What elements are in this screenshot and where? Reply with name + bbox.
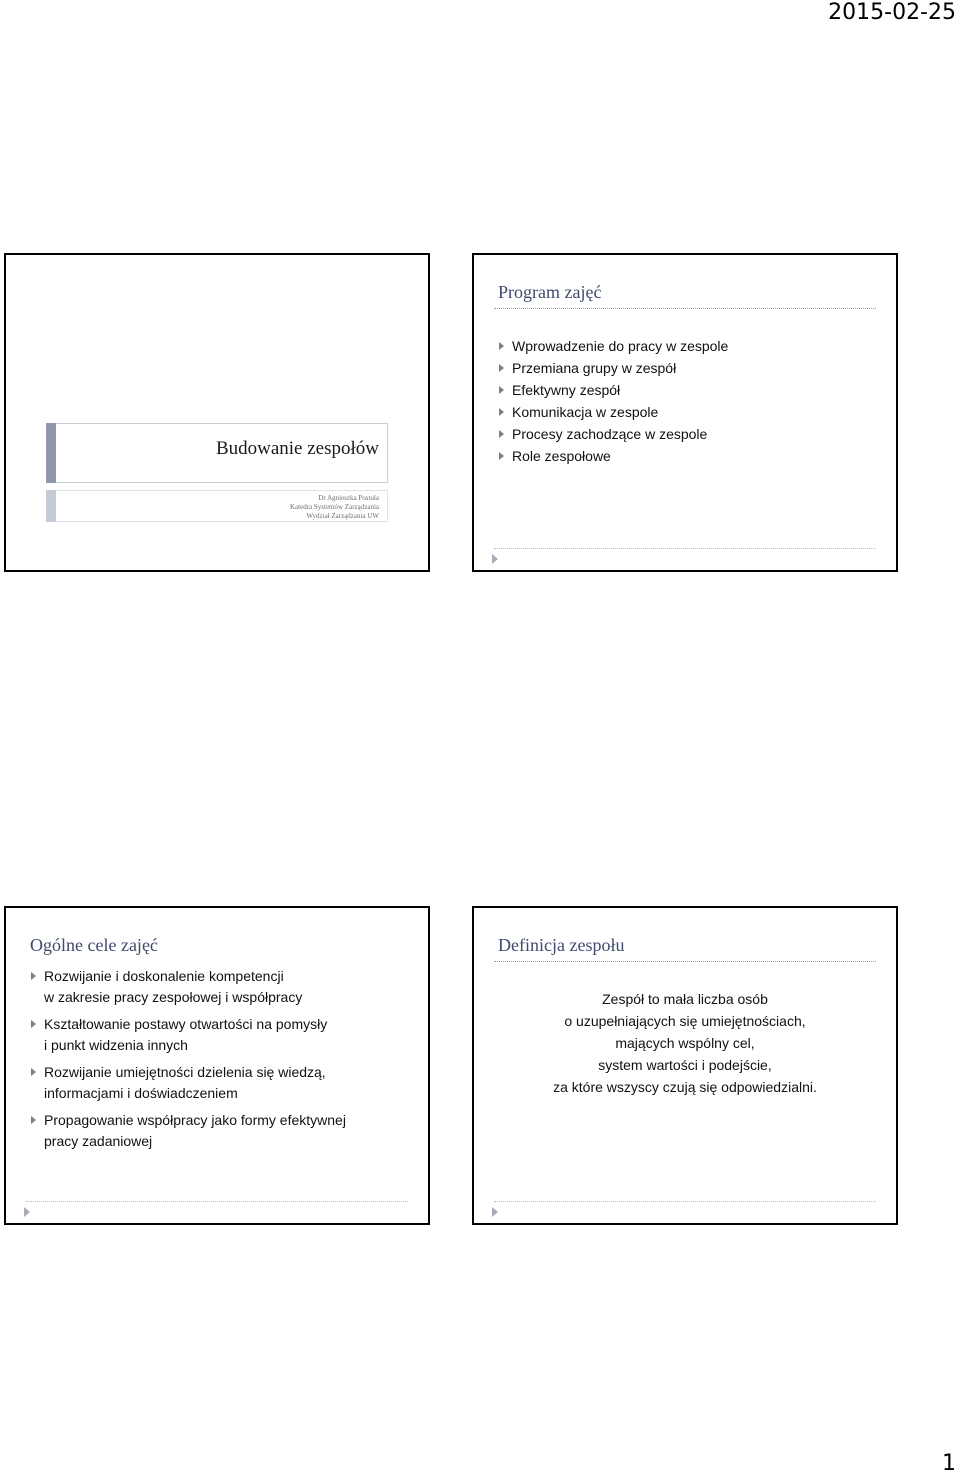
list-item: Przemiana grupy w zespół xyxy=(498,357,728,379)
bullet-arrow-icon xyxy=(499,386,504,394)
bullet-arrow-icon xyxy=(499,430,504,438)
footer-divider xyxy=(26,1201,408,1202)
department-name: Katedra Systemów Zarządzania xyxy=(289,503,379,511)
list-item: Role zespołowe xyxy=(498,445,728,467)
list-item: Procesy zachodzące w zespole xyxy=(498,423,728,445)
bullet-arrow-icon xyxy=(499,342,504,350)
subtitle-box xyxy=(56,490,388,522)
slide-title xyxy=(4,253,430,572)
footer-arrow-icon xyxy=(492,554,498,564)
list-item: Wprowadzenie do pracy w zespole xyxy=(498,335,728,357)
faculty-name: Wydział Zarządzania UW xyxy=(306,512,379,520)
slide-heading: Ogólne cele zajęć xyxy=(30,935,158,955)
definition-text: Zespół to mała liczba osób o uzupełniających się umiejętnościach, mających wspólny cel, system wartości i podejście, za które wszyscy czują się odpowiedzialni. xyxy=(553,991,817,1095)
bullet-arrow-icon xyxy=(31,972,36,980)
list-item: Propagowanie współpracy jako formy efektywnej pracy zadaniowej xyxy=(30,1110,346,1152)
slide-definition xyxy=(472,906,898,1225)
page-date: 2015-02-25 xyxy=(828,0,956,25)
footer-divider xyxy=(494,1201,876,1202)
author-name: Dr Agnieszka Postuła xyxy=(318,494,379,502)
bullet-list xyxy=(30,966,346,1158)
bullet-arrow-icon xyxy=(31,1116,36,1124)
slide-heading: Definicja zespołu xyxy=(498,935,625,955)
list-item: Kształtowanie postawy otwartości na pomysły i punkt widzenia innych xyxy=(30,1014,346,1056)
bullet-arrow-icon xyxy=(31,1020,36,1028)
title-divider xyxy=(494,308,876,309)
presentation-title: Budowanie zespołów xyxy=(215,438,379,459)
bullet-list xyxy=(498,335,728,467)
bullet-arrow-icon xyxy=(31,1068,36,1076)
title-divider xyxy=(494,961,876,962)
bullet-arrow-icon xyxy=(499,452,504,460)
list-item: Efektywny zespół xyxy=(498,379,728,401)
list-item: Komunikacja w zespole xyxy=(498,401,728,423)
footer-arrow-icon xyxy=(492,1207,498,1217)
bullet-arrow-icon xyxy=(499,408,504,416)
slide-heading: Program zajęć xyxy=(498,282,602,302)
list-item: Rozwijanie umiejętności dzielenia się wiedzą, informacjami i doświadczeniem xyxy=(30,1062,346,1104)
slide-program xyxy=(472,253,898,572)
slide-goals xyxy=(4,906,430,1225)
footer-arrow-icon xyxy=(24,1207,30,1217)
footer-divider xyxy=(494,548,876,549)
title-accent-bar xyxy=(46,423,56,483)
subtitle-accent-bar xyxy=(46,490,56,522)
list-item: Rozwijanie i doskonalenie kompetencji w zakresie pracy zespołowej i współpracy xyxy=(30,966,346,1008)
title-box xyxy=(56,423,388,483)
bullet-arrow-icon xyxy=(499,364,504,372)
page-number: 1 xyxy=(942,1451,956,1476)
